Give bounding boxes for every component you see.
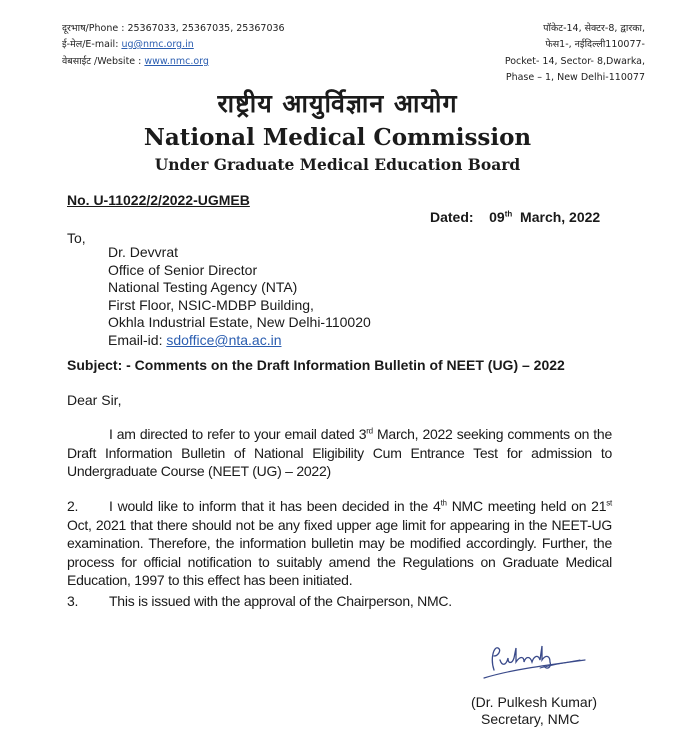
subtitle-board: Under Graduate Medical Education Board (154, 155, 521, 174)
recipient-line1: Office of Senior Director (108, 261, 258, 278)
recipient-email-label: Email-id: (108, 331, 163, 348)
paragraph-1 (67, 425, 612, 481)
to-label: To, (67, 230, 86, 246)
letter-date (430, 209, 600, 225)
recipient-line3: First Floor, NSIC-MDBP Building, (108, 296, 314, 313)
dated-label: Dated: (430, 209, 474, 225)
website-link[interactable]: www.nmc.org (144, 56, 209, 67)
address-hindi-line1: पॉकेट-14, सेक्टर-8, द्वारका, (543, 23, 645, 34)
recipient-email-link[interactable]: sdoffice@nta.ac.in (166, 331, 282, 348)
recipient-line2: National Testing Agency (NTA) (108, 279, 298, 296)
phone-label: दूरभाष/Phone (62, 23, 119, 34)
title-english: National Medical Commission (143, 124, 532, 151)
website-label: वेबसाईट /Website : (62, 56, 142, 67)
date-suffix: th (504, 209, 513, 219)
salutation: Dear Sir, (67, 392, 122, 408)
signatory-designation: Secretary, NMC (481, 711, 580, 727)
signature-image (480, 640, 590, 680)
paragraph-2 (67, 497, 612, 590)
para2-sup2: st (606, 498, 612, 508)
address-english-line2: Phase – 1, New Delhi-110077 (505, 72, 645, 83)
para2-text-a: I would like to inform that it has been decided in the 4 (109, 498, 441, 514)
title-hindi: राष्ट्रीय आयुर्विज्ञान आयोग (217, 89, 458, 118)
para3-text: This is issued with the approval of the Chairperson, NMC. (109, 593, 452, 609)
phone-value: : 25367033, 25367035, 25367036 (121, 23, 285, 34)
para2-sup1: th (440, 498, 447, 508)
para2-text-b: NMC meeting held on 21 (446, 498, 607, 514)
date-rest: March, 2022 (520, 209, 601, 225)
website-line (62, 57, 209, 67)
recipient-line4: Okhla Industrial Estate, New Delhi-110020 (108, 314, 371, 331)
subject-line: Subject: - Comments on the Draft Information Bulletin of NEET (UG) – 2022 (67, 357, 565, 373)
phone-line (62, 24, 285, 34)
para1-text-a: I am directed to refer to your email dated 3 (109, 426, 367, 442)
email-line (62, 40, 194, 50)
recipient-block (108, 244, 371, 350)
para3-number: 3. (67, 593, 79, 609)
email-link[interactable]: ug@nmc.org.in (121, 39, 194, 50)
email-label: ई-मेल/E-mail: (62, 39, 119, 50)
date-day: 09 (489, 209, 505, 225)
signatory-name: (Dr. Pulkesh Kumar) (471, 694, 598, 710)
address-english-line1: Pocket- 14, Sector- 8,Dwarka, (504, 56, 645, 67)
address-hindi-line2: फेस1-, नईदिल्ली110077- (545, 39, 645, 50)
paragraph-3 (67, 592, 612, 611)
para2-text-c: Oct, 2021 that there should not be any fixed upper age limit for appearing in the NEET-UG examination. Therefore, the information bulletin may be modified accordingly. Further, the process for official notification to suitably amend the Regulations on Graduate Medical Education, 1997 to this effect has been initiated. (67, 516, 612, 589)
reference-number: No. U-11022/2/2022-UGMEB (67, 192, 250, 208)
para1-text-b: March, 2022 seeking comments on the Draft Information Bulletin of National Eligibility Cum Entrance Test for admission to Undergraduate Course (NEET (UG) – 2022) (67, 426, 612, 480)
para1-sup: rd (366, 426, 373, 436)
recipient-email-line (108, 332, 371, 350)
recipient-name: Dr. Devvrat (108, 244, 179, 260)
para2-number: 2. (67, 498, 79, 514)
